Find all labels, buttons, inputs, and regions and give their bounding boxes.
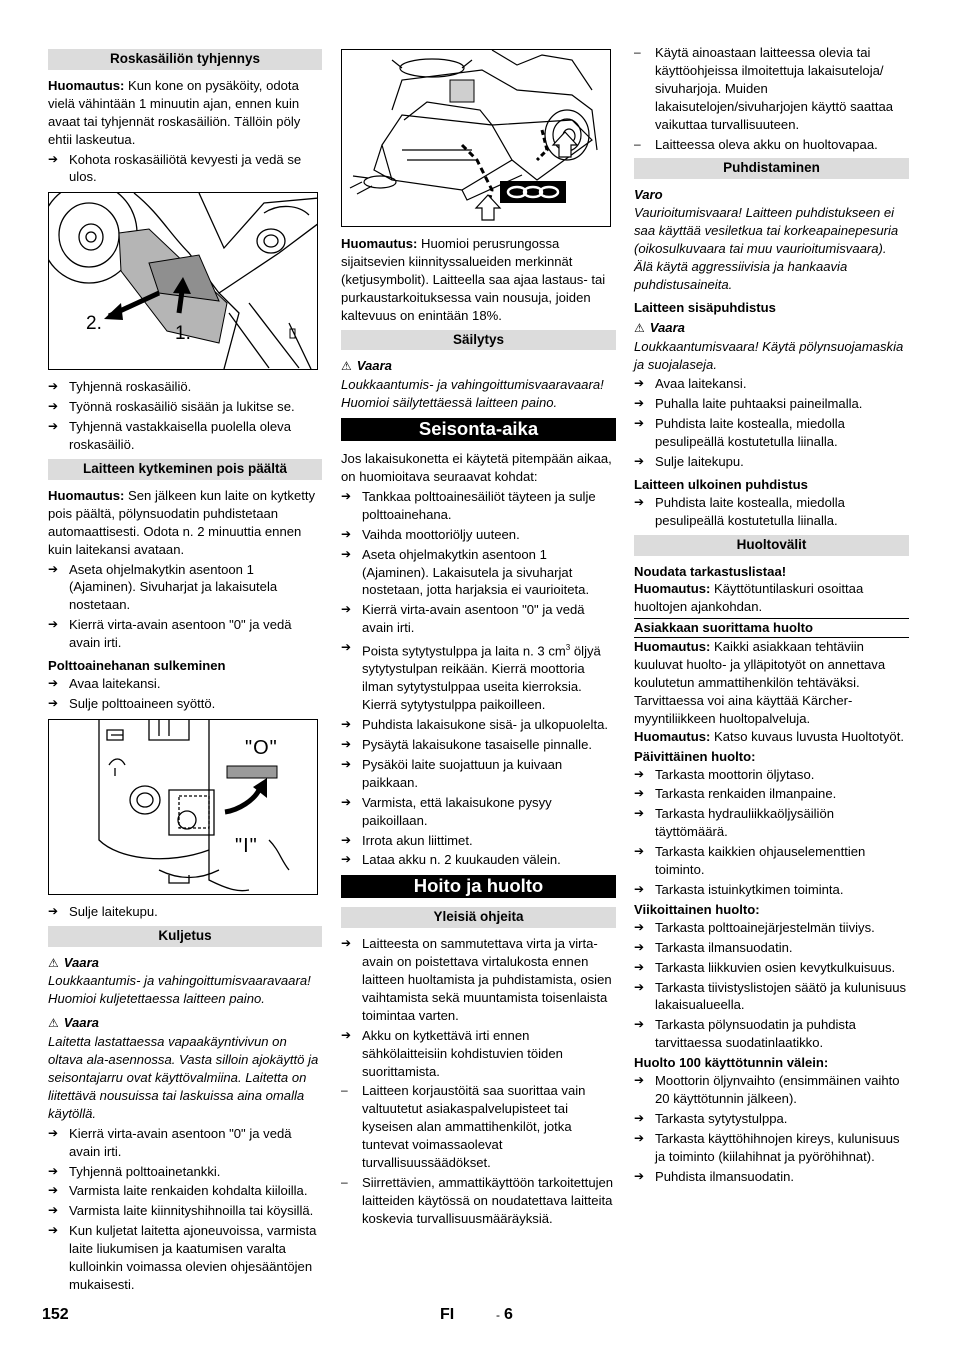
step-item: ➔ Tarkasta hydrauliikkaöljysäiliön täyttömäärä.	[634, 806, 835, 840]
subheading-customer-maintenance: Asiakkaan suorittama huolto	[634, 618, 909, 638]
step-item: ➔ Aseta ohjelmakytkin asentoon 1 (Ajaminen). Sivuharjat ja lakaisutela nostetaan.	[48, 561, 278, 613]
step-item: ➔ Kun kuljetat laitetta ajoneuvoissa, varmista laite liukumisen ja kaatumisen varalta kulloinkin voimassa olevien ohjesääntöjen mukaisesti.	[48, 1223, 317, 1292]
note-customer: Huomautus: Kaikki asiakkaan tehtäviin kuuluvat huolto- ja ylläpitotyöt on annettava koulutetun ammattihenkilön tehtäväksi. Tarvittaessa voi aina käyttää Kärcher-myyntiliikkeen huoltopalveluja.	[634, 639, 886, 726]
subheading-interior-cleaning: Laitteen sisäpuhdistus	[634, 299, 776, 315]
note-text: Kun kone on pysäköity, odota vielä vähintään 1 minuutin ajan, ennen kuin avaat tai tyhjennät roskasäiliön. Tällöin pöly ehtii laskeutua.	[48, 77, 301, 147]
step-item: ➔ Puhalla laite puhtaaksi paineilmalla.	[634, 396, 863, 412]
arrow-bullet-icon: ➔	[341, 737, 352, 752]
step-item: ➔ Sulje polttoaineen syöttö.	[48, 695, 216, 711]
arrow-bullet-icon: ➔	[341, 546, 352, 561]
subheading-100h: Huolto 100 käyttötunnin välein:	[634, 1055, 829, 1071]
step-item: ➔ Lataa akku n. 2 kuukauden välein.	[341, 852, 561, 868]
arrow-bullet-icon: ➔	[48, 1125, 59, 1140]
warning-triangle-icon: ⚠	[48, 955, 59, 970]
caution-text: Vaurioitumisvaara! Laitteen puhdistukseen ei saa käyttää vesiletkua tai korkeapainepesuria (oikosulkuvaara tai muu vaurioitumisvaara).	[634, 205, 899, 257]
dash-bullet: –	[341, 1083, 348, 1098]
warning-heading: ⚠ Vaara	[341, 358, 392, 374]
page-number: 152	[42, 1306, 69, 1323]
step-item: ➔ Puhdista lakaisukone sisä- ja ulkopuolelta.	[341, 717, 609, 733]
dash-bullet: –	[341, 1174, 348, 1189]
arrow-bullet-icon: ➔	[341, 526, 352, 541]
arrow-bullet-icon: ➔	[341, 488, 352, 503]
arrow-bullet-icon: ➔	[634, 494, 645, 509]
subheading-exterior-cleaning: Laitteen ulkoinen puhdistus	[634, 476, 808, 492]
arrow-bullet-icon: ➔	[48, 675, 59, 690]
section-title-switch-off: Laitteen kytkeminen pois päältä	[48, 459, 322, 480]
step-item: ➔ Pysäytä lakaisukone tasaiselle pinnalle.	[341, 737, 593, 753]
step-item: ➔ Tarkasta käyttöhihnojen kireys, kulunisuus ja toiminto (kiilahihnat ja pyöröhihnat).	[634, 1130, 900, 1164]
step-item: ➔ Akku on kytkettävä irti ennen sähkölaitteisiin kohdistuvien töiden suorittamista.	[341, 1027, 563, 1079]
arrow-bullet-icon: ➔	[48, 1183, 59, 1198]
note-label: Huomautus:	[48, 77, 125, 93]
figure-dirt-container	[48, 192, 318, 370]
step-item: ➔ Laitteesta on sammutettava virta ja virta-avain on poistettava virtalukosta ennen laitteen huoltamista ja puhdistamista, osien vaihtamista sekä muuntamista toisenlaista toimintaa varten.	[341, 936, 612, 1023]
section-page-number: - 6	[496, 1306, 513, 1323]
step-item: ➔ Sulje laitekupu.	[634, 454, 744, 470]
arrow-bullet-icon: ➔	[634, 376, 645, 391]
step-item: ➔ Puhdista ilmansuodatin.	[634, 1168, 795, 1184]
arrow-bullet-icon: ➔	[48, 561, 59, 576]
banner-title-care-maintenance: Hoito ja huolto	[341, 875, 616, 898]
dash-bullet: –	[634, 45, 641, 59]
step-item: ➔ Sulje laitekupu.	[48, 903, 158, 919]
label-position-i: "I"	[235, 834, 258, 857]
arrow-bullet-icon: ➔	[634, 1130, 645, 1145]
figure-sweeper-tie-down	[341, 49, 611, 227]
step-item: ➔ Työnnä roskasäiliö sisään ja lukitse se.	[48, 399, 295, 415]
warning-text: Loukkaantumisvaara! Käytä pölynsuojamaskia ja suojalaseja.	[634, 338, 904, 372]
column-left	[48, 44, 322, 1296]
arrow-bullet-icon: ➔	[634, 1017, 645, 1032]
arrow-bullet-icon: ➔	[634, 959, 645, 974]
step-item: ➔ Varmista, että lakaisukone pysyy paikoillaan.	[341, 794, 552, 828]
subheading-weekly: Viikoittainen huolto:	[634, 901, 760, 917]
figure-label-1: 1.	[175, 323, 191, 345]
downtime-intro: Jos lakaisukonetta ei käytetä pitempään aikaa, on huomioitava seuraavat kohdat:	[341, 451, 612, 484]
arrow-bullet-icon: ➔	[341, 717, 352, 732]
arrow-bullet-icon: ➔	[634, 919, 645, 934]
arrow-bullet-icon: ➔	[341, 852, 352, 867]
banner-title-downtime: Seisonta-aika	[341, 418, 616, 441]
step-item: ➔ Puhdista laite kostealla, miedolla pesulipeällä kostutetulla liinalla.	[634, 494, 845, 528]
warning-text: Laitetta lastattaessa vapaakäyntivivun on oltava ala-asennossa. Vasta silloin ajokäyttö ja seisontajarru ovat käyttövalmiina. Laitetta on liitettävä nousuissa tai laskuissa aina omalla käytöllä.	[48, 1034, 319, 1121]
warning-triangle-icon: ⚠	[341, 359, 352, 374]
arrow-bullet-icon: ➔	[634, 786, 645, 801]
arrow-bullet-icon: ➔	[48, 617, 59, 632]
step-item: ➔ Puhdista laite kostealla, miedolla pesulipeällä kostutetulla liinalla.	[634, 416, 845, 450]
arrow-bullet-icon: ➔	[634, 1110, 645, 1125]
arrow-bullet-icon: ➔	[341, 602, 352, 617]
step-item: ➔ Tarkasta tiivistyslistojen säätö ja kulunisuus lakaisualueella.	[634, 979, 907, 1013]
arrow-bullet-icon: ➔	[48, 1203, 59, 1218]
label-position-o: "O"	[245, 736, 278, 759]
figure-fuel-valve	[48, 719, 318, 895]
step-item: ➔ Tarkasta pölynsuodatin ja puhdista tarvittaessa suodatinlaatikko.	[634, 1017, 856, 1051]
warning-triangle-icon: ⚠	[634, 320, 645, 335]
step-item: ➔ Avaa laitekansi.	[634, 376, 747, 392]
step-item: ➔ Tyhjennä polttoainetankki.	[48, 1163, 221, 1179]
warning-triangle-icon: ⚠	[48, 1016, 59, 1031]
step-item: ➔ Tarkasta liikkuvien osien kevytkulkuisuus.	[634, 959, 896, 975]
warning-text: Loukkaantumis- ja vahingoittumisvaaravaara! Huomioi kuljetettaessa laitteen paino.	[48, 973, 311, 1007]
step-item: ➔ Aseta ohjelmakytkin asentoon 1 (Ajaminen). Lakaisutela ja sivuharjat nostetaan, jotta harjaksia ei vaurioiteta.	[341, 546, 590, 598]
arrow-bullet-icon: ➔	[634, 1073, 645, 1088]
language-code: FI	[440, 1306, 455, 1323]
arrow-bullet-icon: ➔	[634, 881, 645, 896]
arrow-bullet-icon: ➔	[634, 396, 645, 411]
note-emptying	[48, 77, 322, 149]
step-item: ➔ Tarkasta kaikkien ohjauselementtien toiminto.	[634, 844, 866, 878]
column-middle	[341, 44, 616, 1230]
step-item: ➔ Tarkasta moottorin öljytaso.	[634, 766, 815, 782]
arrow-bullet-icon: ➔	[48, 1223, 59, 1238]
section-title-transport: Kuljetus	[48, 926, 322, 947]
arrow-bullet-icon: ➔	[634, 979, 645, 994]
caution-text-2: Älä käytä aggressiivisia ja hankaavia puhdistusaineita.	[634, 258, 848, 292]
section-title-emptying: Roskasäiliön tyhjennys	[48, 49, 322, 70]
note-counter: Huomautus: Käyttötuntilaskuri osoittaa huoltojen ajankohdan.	[634, 581, 864, 615]
step-item: ➔ Tarkasta istuinkytkimen toiminta.	[634, 881, 844, 897]
dash-bullet: –	[634, 136, 641, 151]
step-item: ➔ Vaihda moottoriöljy uuteen.	[341, 526, 520, 542]
step-item: ➔ Kohota roskasäiliötä kevyesti ja vedä se ulos.	[48, 151, 302, 185]
arrow-bullet-icon: ➔	[48, 419, 59, 434]
section-title-intervals: Huoltovälit	[634, 535, 909, 556]
checklist-heading: Noudata tarkastuslistaa!	[634, 563, 787, 579]
warning-heading: ⚠ Vaara	[634, 319, 685, 335]
step-item: ➔ Tarkasta polttoainejärjestelmän tiiviys.	[634, 919, 875, 935]
arrow-bullet-icon: ➔	[634, 806, 645, 821]
dash-item: – Laitteen korjaustöitä saa suorittaa vain valtuutetut asiakaspalvelupisteet tai kyseisen alan ammattihenkilöt, jotka tuntevat voimassaolevat turvallisuussäädökset.	[341, 1083, 586, 1171]
subheading-daily: Päivittäinen huolto:	[634, 748, 756, 764]
dash-item: – Käytä ainoastaan laitteessa olevia tai käyttöohjeissa ilmoitettuja lakaisuteloja/ sivuharjoja. Muiden lakaisutelojen/sivuharjojen käyttö saattaa vaikuttaa turvallisuuteen.	[634, 45, 894, 132]
step-item: ➔ Tyhjennä vastakkaisella puolella oleva roskasäiliö.	[48, 419, 292, 453]
arrow-bullet-icon: ➔	[634, 844, 645, 859]
step-item: ➔ Tyhjennä roskasäiliö.	[48, 379, 192, 395]
arrow-bullet-icon: ➔	[634, 454, 645, 469]
section-title-storage: Säilytys	[341, 330, 616, 351]
figure-label-2: 2.	[86, 313, 102, 335]
arrow-bullet-icon: ➔	[341, 756, 352, 771]
step-item: ➔ Kierrä virta-avain asentoon "0" ja vedä avain irti.	[48, 617, 292, 651]
arrow-bullet-icon: ➔	[634, 416, 645, 431]
dash-item: – Laitteessa oleva akku on huoltovapaa.	[634, 136, 878, 152]
arrow-bullet-icon: ➔	[634, 939, 645, 954]
arrow-bullet-icon: ➔	[48, 399, 59, 414]
section-title-general: Yleisiä ohjeita	[341, 907, 616, 928]
step-item: ➔ Tarkasta renkaiden ilmanpaine.	[634, 786, 837, 802]
step-item: ➔ Kierrä virta-avain asentoon "0" ja vedä avain irti.	[48, 1125, 292, 1159]
emptying-steps	[48, 378, 322, 454]
step-item-spark-plug: ➔ Poista sytytystulppa ja laita n. 3 $cm^3$ öljyä sytytystulpan reikään. Kierrä moottoria ilman sytytystulppaa useita kierroksia. Kierrä sytytystulppa paikoilleen.	[341, 640, 601, 713]
arrow-bullet-icon: ➔	[341, 1027, 352, 1042]
note-tie-down: Huomautus: Huomioi perusrungossa sijaitsevien kiinnityssalueiden merkinnät (ketjusymbolit). Laitteella saa ajaa lastaus- tai purkaustarkoituksessa vain nousuja, joiden kaltevuus on enintään 18%.	[341, 236, 606, 323]
step-item: ➔ Kierrä virta-avain asentoon "0" ja vedä avain irti.	[341, 602, 585, 636]
column-right	[634, 44, 909, 1187]
arrow-bullet-icon: ➔	[341, 640, 352, 655]
arrow-bullet-icon: ➔	[341, 936, 352, 951]
step-item: ➔ Varmista laite renkaiden kohdalta kiiloilla.	[48, 1183, 308, 1199]
warning-text: Loukkaantumis- ja vahingoittumisvaaravaara! Huomioi säilytettäessä laitteen paino.	[341, 377, 604, 411]
step-item: ➔ Tankkaa polttoainesäiliöt täyteen ja sulje polttoainehana.	[341, 488, 596, 522]
arrow-bullet-icon: ➔	[341, 794, 352, 809]
subheading-fuel-valve: Polttoainehanan sulkeminen	[48, 658, 226, 674]
step-item: ➔ Pysäköi laite suojattuun ja kuivaan paikkaan.	[341, 756, 563, 790]
arrow-bullet-icon: ➔	[634, 766, 645, 781]
step-item: ➔ Tarkasta sytytystulppa.	[634, 1110, 788, 1126]
arrow-bullet-icon: ➔	[634, 1168, 645, 1183]
arrow-bullet-icon: ➔	[48, 379, 59, 394]
arrow-bullet-icon: ➔	[48, 1163, 59, 1178]
arrow-bullet-icon: ➔	[341, 832, 352, 847]
step-item: ➔ Irrota akun liittimet.	[341, 832, 473, 848]
step-item: ➔ Varmista laite kiinnityshihnoilla tai köysillä.	[48, 1203, 314, 1219]
note-switch-off: Huomautus: Sen jälkeen kun laite on kytketty pois päältä, pölynsuodatin puhdistetaan automaattisesti. Odota n. 2 minuuttia ennen kuin laitekansi avataan.	[48, 487, 316, 557]
dash-item: – Siirrettävien, ammattikäyttöön tarkoitettujen laitteiden käytössä on noudatettava laitteita koskevia turvallisuusmääräyksiä.	[341, 1174, 614, 1226]
arrow-bullet-icon: ➔	[48, 151, 59, 166]
arrow-bullet-icon: ➔	[48, 695, 59, 710]
arrow-bullet-icon: ➔	[48, 903, 59, 918]
step-item: ➔ Tarkasta ilmansuodatin.	[634, 939, 793, 955]
step-item: ➔ Avaa laitekansi.	[48, 675, 161, 691]
step-item: ➔ Moottorin öljynvaihto (ensimmäinen vaihto 20 käyttötunnin jälkeen).	[634, 1073, 900, 1106]
caution-heading: Varo	[634, 187, 663, 203]
warning-heading: ⚠ Vaara	[48, 1015, 99, 1031]
note-see-chapter: Huomautus: Katso kuvaus luvusta Huoltotyöt.	[634, 728, 904, 744]
section-title-cleaning: Puhdistaminen	[634, 158, 909, 179]
warning-heading: ⚠ Vaara	[48, 954, 99, 970]
